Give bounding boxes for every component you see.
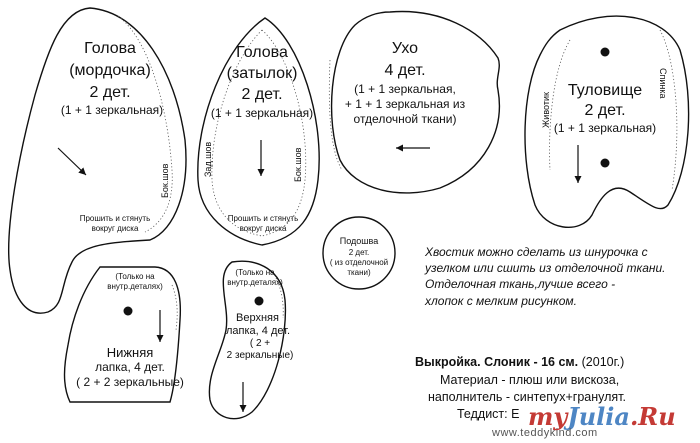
head-face-stitch-2: вокруг диска (91, 224, 139, 233)
watermark-brand-c: .Ru (629, 402, 676, 431)
body-belly-label: Животик (541, 92, 551, 128)
sole-line-1: Подошва (339, 236, 379, 246)
sole-line-2: 2 дет. (348, 248, 370, 257)
ear-line-3: отделочной ткани) (353, 112, 457, 126)
upper-paw-line-3: ( 2 + (249, 338, 271, 349)
body-mirror: (1 + 1 зеркальная) (553, 121, 657, 135)
ear-count: 4 дет. (384, 62, 426, 79)
body-count: 2 дет. (584, 102, 626, 119)
caption-line-4: Теддист: Е (457, 407, 520, 421)
ear-title: Ухо (391, 40, 419, 57)
head-back-sub: (затылок) (226, 65, 298, 82)
head-back-count: 2 дет. (241, 86, 283, 103)
head-back-back-seam: Зад.шов (203, 141, 213, 177)
watermark-site: www.teddykind.com (492, 427, 598, 439)
head-back-stitch-1: Прошить и стянуть (227, 214, 299, 223)
upper-paw-line-4: 2 зеркальные) (226, 350, 294, 361)
head-face-count: 2 дет. (89, 84, 131, 101)
tail-note-line-4: хлопок с мелким рисунком. (425, 293, 577, 308)
body-back-label: Спинка (658, 68, 668, 99)
head-back-side-seam: Бок.шов (293, 147, 303, 182)
head-back-mirror: (1 + 1 зеркальная) (210, 106, 314, 120)
sole-line-4: ткани) (347, 268, 371, 277)
caption-title-bold: Выкройка. Слоник - 16 см. (415, 355, 579, 369)
head-face-sub: (мордочка) (69, 62, 151, 79)
tail-note-line-3: Отделочная ткань,лучше всего - (425, 277, 616, 292)
tail-note (425, 244, 666, 309)
lower-paw-note-2: внутр.деталях) (107, 282, 163, 291)
lower-paw-title: Нижняя (106, 345, 154, 360)
ear-line-1: (1 + 1 зеркальная, (354, 82, 456, 96)
head-face-mirror: (1 + 1 зеркальная) (60, 103, 164, 117)
upper-paw-note-2: внутр.деталях) (227, 278, 283, 287)
lower-paw-line-3: ( 2 + 2 зеркальные) (76, 375, 184, 389)
ear-line-2: + 1 + 1 зеркальная из (344, 97, 466, 111)
head-face-side-seam: Бок.шов (160, 163, 170, 198)
sole-line-3: ( из отделочной (329, 258, 389, 267)
caption-year: (2010г.) (578, 355, 625, 369)
caption-line-3: наполнитель - синтепух+гранулят. (428, 390, 626, 404)
tail-note-line-1: Хвостик можно сделать из шнурочка с (425, 245, 648, 259)
head-face-title: Голова (84, 40, 136, 57)
caption-line-2: Материал - плюш или вискоза, (440, 373, 620, 387)
lower-paw-line-2: лапка, 4 дет. (95, 360, 165, 374)
upper-paw-note-1: (Только на (235, 268, 275, 277)
upper-paw-line-1: Верхняя (236, 312, 279, 324)
head-back-stitch-2: вокруг диска (239, 224, 287, 233)
body-title: Туловище (567, 82, 643, 99)
lower-paw-note-1: (Только на (115, 272, 155, 281)
watermark-brand-a: my (528, 402, 568, 431)
upper-paw-line-2: лапка, 4 дет. (226, 325, 290, 337)
watermark-brand-b: Julia (567, 402, 630, 431)
head-face-stitch-1: Прошить и стянуть (79, 214, 151, 223)
head-back-title: Голова (236, 44, 288, 61)
tail-note-line-2: узелком или сшить из отделочной ткани. (425, 261, 666, 276)
caption-title (415, 354, 624, 371)
